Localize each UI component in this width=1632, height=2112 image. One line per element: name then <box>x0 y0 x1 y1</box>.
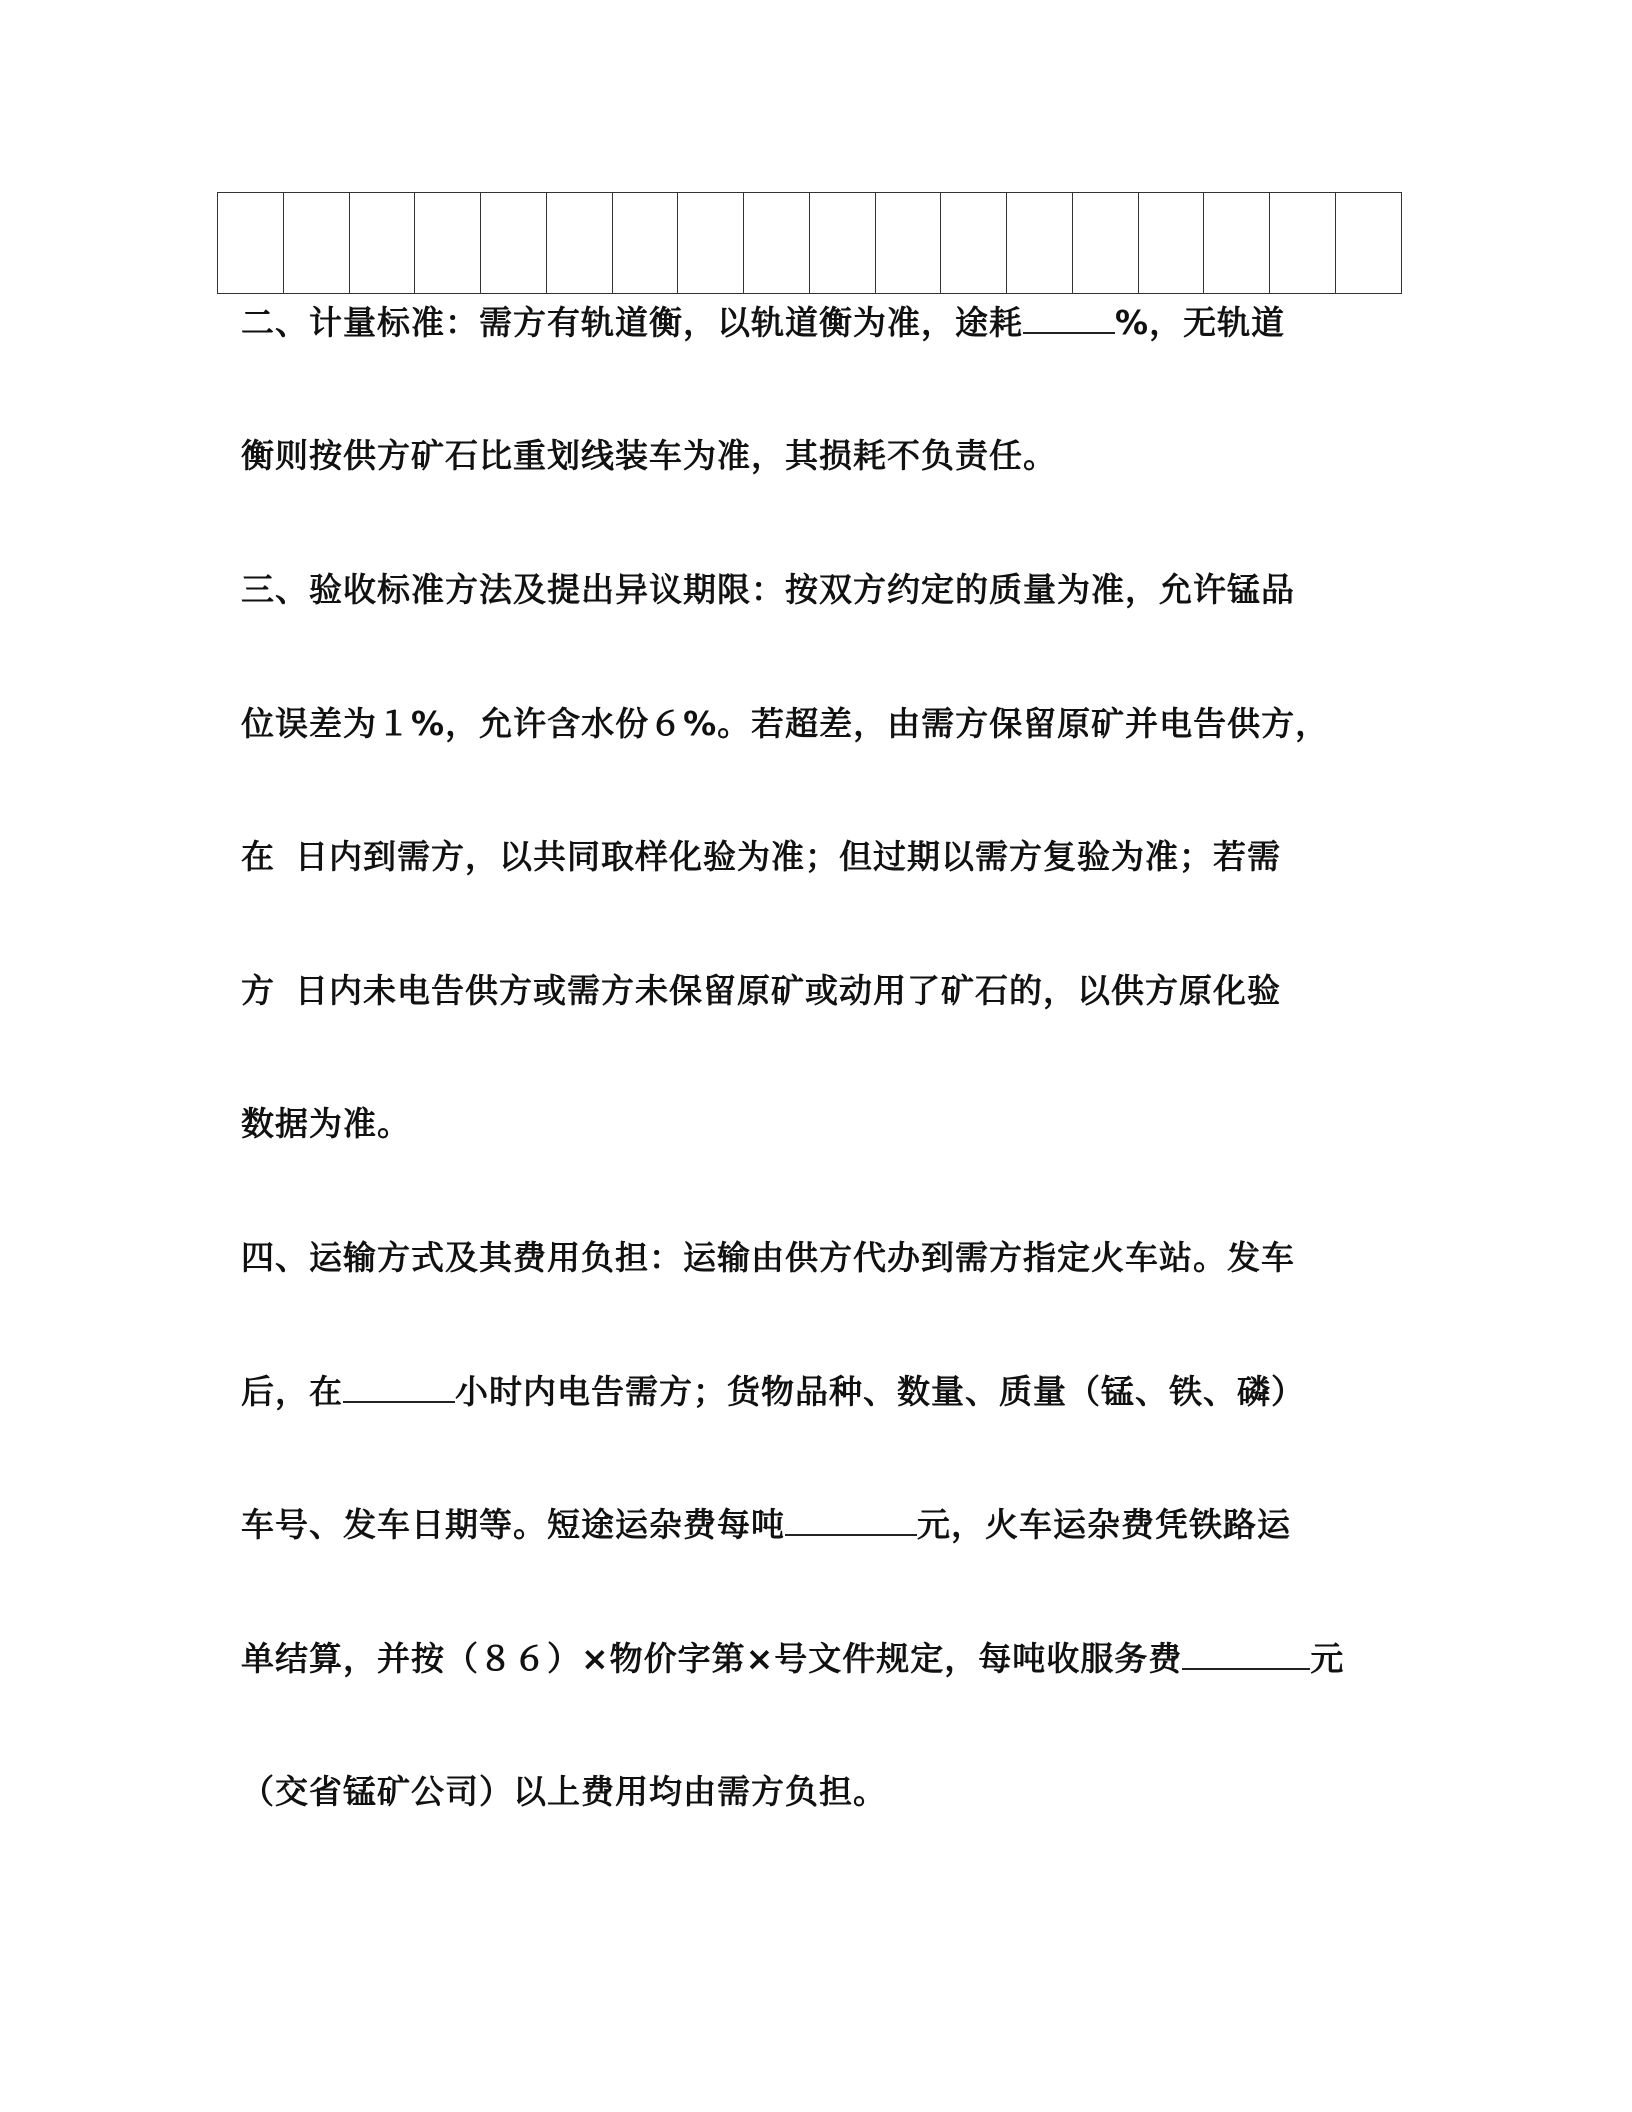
clause-4-line-3 <box>241 1500 1441 1550</box>
table-cell <box>1270 193 1336 294</box>
clause-4-text: 单结算，并按（８６）×物价字第×号文件规定，每吨收服务费 <box>241 1639 1183 1678</box>
table-cell <box>612 193 678 294</box>
clause-2-text: 二、计量标准：需方有轨道衡，以轨道衡为准，途耗 <box>241 303 1023 342</box>
table-cell <box>218 193 284 294</box>
table-cell <box>481 193 547 294</box>
clause-3-text: 方 <box>241 971 275 1010</box>
table-cell <box>546 193 612 294</box>
table-cell <box>678 193 744 294</box>
clause-4-line-4 <box>241 1634 1441 1684</box>
clause-3-line-5: 数据为准。 <box>241 1104 411 1143</box>
table-row <box>218 193 1402 294</box>
table-cell <box>941 193 1007 294</box>
short-haul-fee-blank[interactable] <box>785 1500 917 1536</box>
clause-2-text: %，无轨道 <box>1115 303 1286 342</box>
table-cell <box>809 193 875 294</box>
table-cell <box>1007 193 1073 294</box>
clause-3-line-2: 位误差为１%，允许含水份６%。若超差，由需方保留原矿并电告供方， <box>241 704 1330 743</box>
clause-3-line-3 <box>241 832 1441 882</box>
table-cell <box>875 193 941 294</box>
table-cell <box>283 193 349 294</box>
table-cell <box>349 193 415 294</box>
clause-3-text: 在 <box>241 837 275 876</box>
clause-3-text: 日内未电告供方或需方未保留原矿或动用了矿石的，以供方原化验 <box>295 971 1281 1010</box>
clause-2-line-2: 衡则按供方矿石比重划线装车为准，其损耗不负责任。 <box>241 436 1057 475</box>
clause-3-text: 日内到需方，以共同取样化验为准；但过期以需方复验为准；若需 <box>295 837 1281 876</box>
hours-blank[interactable] <box>343 1367 455 1403</box>
clause-3-line-1: 三、验收标准方法及提出异议期限：按双方约定的质量为准，允许锰品 <box>241 570 1295 609</box>
clause-4-text: 车号、发车日期等。短途运杂费每吨 <box>241 1505 785 1544</box>
clause-4-line-2 <box>241 1367 1441 1417</box>
clause-4-text: 元，火车运杂费凭铁路运 <box>917 1505 1291 1544</box>
clause-3-line-4 <box>241 966 1441 1016</box>
table-cell <box>1336 193 1402 294</box>
blank-form-table <box>217 192 1402 294</box>
clause-4-text: 元 <box>1310 1639 1345 1678</box>
table-cell <box>415 193 481 294</box>
clause-4-text: 后，在 <box>241 1372 343 1411</box>
clause-4-line-1: 四、运输方式及其费用负担：运输由供方代办到需方指定火车站。发车 <box>241 1238 1295 1277</box>
table-cell <box>1204 193 1270 294</box>
table-cell <box>1072 193 1138 294</box>
table-cell <box>1138 193 1204 294</box>
clause-2-line-1 <box>241 298 1441 348</box>
loss-percent-blank[interactable] <box>1023 298 1115 334</box>
clause-4-line-5: （交省锰矿公司）以上费用均由需方负担。 <box>241 1772 887 1811</box>
table-cell <box>744 193 810 294</box>
service-fee-blank[interactable] <box>1182 1634 1310 1670</box>
clause-4-text: 小时内电告需方；货物品种、数量、质量（锰、铁、磷） <box>455 1372 1305 1411</box>
